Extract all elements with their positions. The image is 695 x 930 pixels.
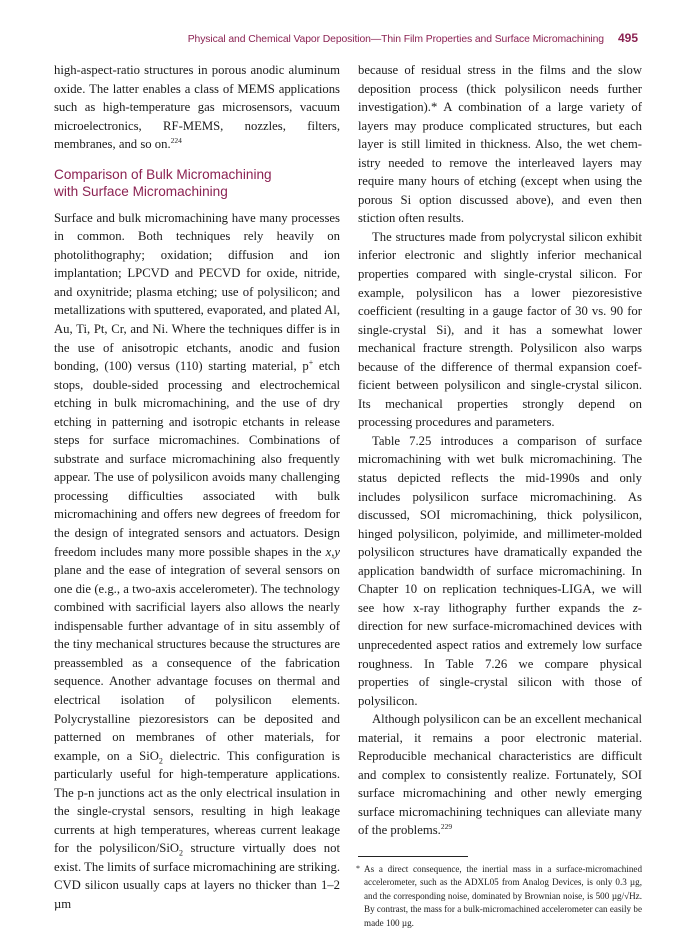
- citation-229: 229: [440, 822, 453, 832]
- footnote-text: As a direct consequence, the inertial mass in a surface-micromachined accelerometer, such as the ADXL05 from Analog Devices, is only 0.3 µg, and the corresponding noise, dominated by Brownian noise, is 500 µg/√Hz. By contrast, the mass for a bulk-micromachined accelerometer can easily be made 100 µg.: [364, 863, 642, 928]
- section-heading-line-2: with Surface Micromachining: [54, 183, 228, 199]
- xy-plane-italic: x,y: [325, 544, 340, 559]
- page-number: 495: [617, 31, 638, 45]
- section-heading-line-1: Comparison of Bulk Micromachining: [54, 166, 272, 182]
- sio2-subscript-2: 2: [179, 848, 184, 858]
- left-paragraph-2: Surface and bulk micromachining have many processes in common. Both techniques rely heavily on photolithography; oxidation; diffusion and ion implantation; LPCVD and PECVD for oxide, nitride, and oxynitride; plasma etching; use of polysilicon; and metallizations with sputtered, evaporated, and plated Al, Au, Ti, Pt, Cr, and Ni. Where the techniques differ is in the use of anisotropic etchants, anodic and fusion bonding, (100) versus (110) starting material, p+ etch stops, double-sided processing and electrochemical etching in bulk micromachining, and the use of dry etching in patterning and isotropic etchants in release steps for surface micromachines. Combinations of substrate and surface micromachining also frequently appear. The use of polysilicon avoids many challenging processing difficulties associated with bulk micromachining and offers new degrees of freedom for the design of integrated sensors and actuators. Design freedom includes many more possible shapes in the x,y plane and the ease of integration of several sensors on one die (e.g., a two-axis accelerometer). The technology combined with sacrificial layers also allows the nearly indispensable further advantage of in situ assembly of the tiny mechanical structures because the structures are preassembled as a consequence of the fabrication sequence. Another advantage focuses on thermal and electrical isolation of polysilicon elements. Polycrystalline piezoresistors can be deposited and patterned on membranes of other materials, for example, on a SiO$_2$ dielectric. This configuration is particularly useful for high-temperature applications. The p-n junctions act as the only electrical insulation in the single-crystal sensors, resulting in high leakage currents at high temperatures, whereas current leakage for the polysilicon/SiO$_2$ structure virtually does not exist. The limits of surface micromachining are striking. CVD silicon usually caps at layers no thicker than 1–2 µm: [54, 210, 340, 911]
- right-paragraph-4: Although polysilicon can be an excellent mechanical material, it remains a poor electronic material. Reproducible mechanical characteristics are difficult and complex to consistently realize. Fortunately, SOI surface micromachining and other newly emerging surface micromachining techniques can alleviate many of the problems.$^{229}$: [358, 712, 642, 838]
- section-heading: [54, 166, 340, 200]
- left-paragraph-1: high-aspect-ratio structures in porous anodic aluminum oxide. The latter enables a class of MEMS applications such as high-temperature gas microsensors, vacuum microelectronics, RF-MEMS, nozzles, filters, membranes, and so on.$^{224}$: [54, 63, 340, 152]
- running-head: [150, 31, 638, 45]
- p-plus-superscript: +: [308, 357, 314, 367]
- citation-224: 224: [170, 136, 182, 146]
- right-paragraph-2: The structures made from polycrystal silicon exhibit inferior electronic and slightly inferior mechanical properties compared with single-crystal silicon. For example, polysilicon has a lower piezoresistive coefficient (resulting in a gauge factor of 30 vs. 90 for single-crystal Si), and it has a somewhat lower mechanical fracture strength. Polysilicon also warps because of the difference of thermal expansion coefficient between polysilicon and single-crystal silicon. Its mechanical properties strongly depend on processing procedures and parameters.: [358, 229, 642, 430]
- left-column: [54, 61, 340, 914]
- right-column: [358, 61, 642, 930]
- right-paragraph-1: because of residual stress in the films and the slow deposition process (thick polysilicon needs further investigation).* A combination of a large variety of layers may produce complicated structures, but each layer is still limited in thickness. Also, the wet chemistry needed to remove the interleaved layers may require many hours of etching (except when using the porous Si option discussed above), and even then stiction often results.: [358, 63, 642, 226]
- z-direction-italic: z: [632, 600, 638, 615]
- sio2-subscript-1: 2: [158, 756, 163, 766]
- footnote-marker: *: [356, 863, 360, 873]
- footnote: [358, 863, 642, 930]
- footnote-rule: [358, 856, 468, 857]
- running-head-title: Physical and Chemical Vapor Deposition—Thin Film Properties and Surface Micromachining: [187, 34, 604, 45]
- right-paragraph-3: Table 7.25 introduces a comparison of surface micromachining with wet bulk micromachining. The status depicted reflects the mid-1990s and only includes polysilicon surface micromachining. As discussed, SOI micromachining, thick polysilicon, hinged polysilicon, polyimide, and millimeter-molded polysilicon structures have dramatically expanded the application bandwidth of surface micromachining. In Chapter 10 on replication techniques-LIGA, we will see how x-ray lithography further expands the z-direction for new surface-micromachined devices with unprecedented aspect ratios and extremely low surface roughness. In Table 7.26 we compare physical properties of single-crystal silicon with those of polysilicon.: [358, 433, 642, 708]
